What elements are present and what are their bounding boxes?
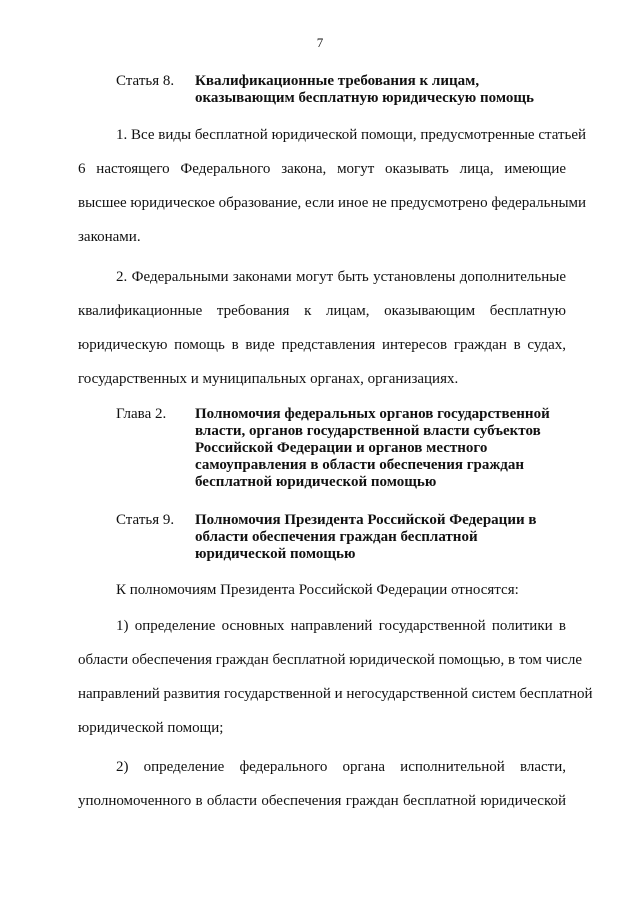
text-line: квалификационные требования к лицам, оказывающим бесплатную bbox=[78, 303, 566, 319]
text-line: государственных и муниципальных органах, организациях. bbox=[78, 371, 459, 387]
chapter-2-title-line: Полномочия федеральных органов государственной bbox=[195, 406, 550, 422]
text-line: 2. Федеральными законами могут быть установлены дополнительные bbox=[116, 269, 566, 285]
article-9-title-line: юридической помощью bbox=[195, 546, 356, 562]
chapter-2-title bbox=[195, 406, 575, 491]
article-9-intro: К полномочиям Президента Российской Федерации относятся: bbox=[116, 582, 519, 598]
text-line: юридической помощи; bbox=[78, 720, 224, 736]
article-9-title-line: Полномочия Президента Российской Федерации в bbox=[195, 512, 537, 528]
article-8-title-line: оказывающим бесплатную юридическую помощь bbox=[195, 90, 534, 106]
article-9-title-line: области обеспечения граждан бесплатной bbox=[195, 529, 478, 545]
article-9-item-1 bbox=[78, 609, 593, 745]
chapter-2-title-line: самоуправления в области обеспечения граждан bbox=[195, 457, 524, 473]
article-9-item-2 bbox=[78, 750, 566, 818]
text-line: 2) определение федерального органа исполнительной власти, bbox=[116, 759, 566, 775]
text-line: 1) определение основных направлений государственной политики в bbox=[116, 618, 566, 634]
chapter-2-label: Глава 2. bbox=[116, 406, 167, 422]
chapter-2-title-line: Российской Федерации и органов местного bbox=[195, 440, 488, 456]
text-line: 6 настоящего Федерального закона, могут оказывать лица, имеющие bbox=[78, 161, 566, 177]
article-8-title-line: Квалификационные требования к лицам, bbox=[195, 73, 480, 89]
text-line: 1. Все виды бесплатной юридической помощи, предусмотренные статьей bbox=[116, 127, 587, 143]
chapter-2-title-line: власти, органов государственной власти субъектов bbox=[195, 423, 541, 439]
page-number: 7 bbox=[316, 35, 324, 50]
text-line: высшее юридическое образование, если иное не предусмотрено федеральными bbox=[78, 195, 587, 211]
article-9-title bbox=[195, 512, 575, 563]
text-line: области обеспечения граждан бесплатной юридической помощью, в том числе bbox=[78, 652, 583, 668]
text-line: уполномоченного в области обеспечения граждан бесплатной юридической bbox=[78, 793, 566, 809]
article-8-label: Статья 8. bbox=[116, 73, 175, 89]
article-9-label: Статья 9. bbox=[116, 512, 175, 528]
article-8-paragraph-2 bbox=[78, 260, 566, 396]
article-8-paragraph-1 bbox=[78, 118, 587, 254]
text-line: юридическую помощь в виде представления интересов граждан в судах, bbox=[78, 337, 566, 353]
chapter-2-title-line: бесплатной юридической помощью bbox=[195, 474, 437, 490]
article-8-title bbox=[195, 73, 575, 107]
text-line: законами. bbox=[78, 229, 141, 245]
text-line: направлений развития государственной и негосударственной систем бесплатной bbox=[78, 686, 593, 702]
